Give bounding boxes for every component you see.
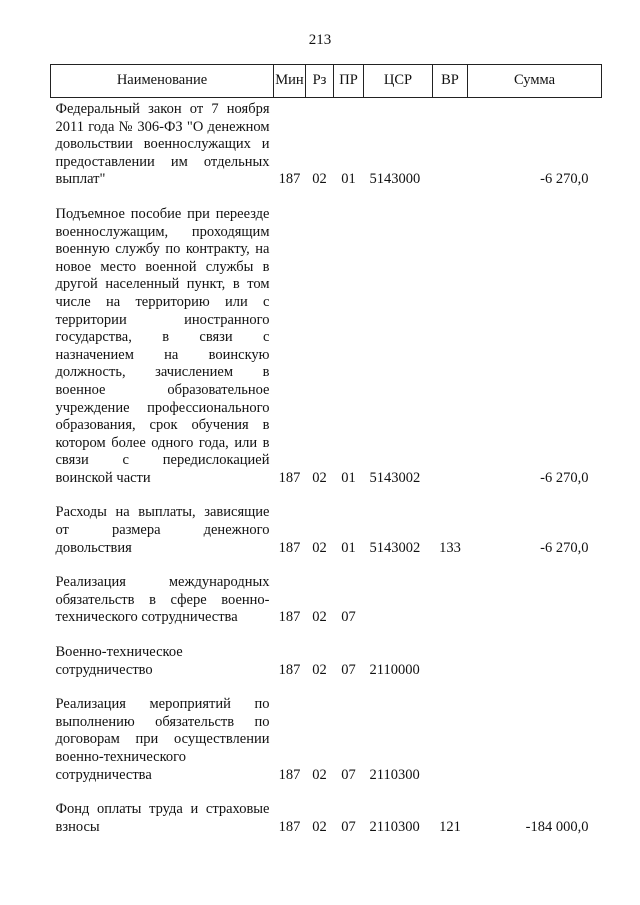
table-row [51,190,602,489]
header-rz: Рз [306,65,334,98]
table-row [51,785,602,837]
row-name: Фонд оплаты труда и страховые взносы [55,801,270,835]
row-vr: 133 [439,539,461,556]
row-csr: 5143000 [369,171,421,188]
table-header [51,65,602,98]
row-name: Федеральный закон от 7 ноября 2011 года № 306-ФЗ "О денежном довольствии военнослужащих и предоставлении им отдельных выплат" [55,101,270,188]
row-name: Подъемное пособие при переезде военнослужащим, проходящим военную службу по контракту, на новое место военной службы в другой населенный пункт, в том числе на территорию или с территории иностранного государства, в связи с назначением на воинскую должность, зачислением в военное образовательное учреждение профессионального образования, срок обучения в котором более одного года, или в связи с передислокацией воинской части [55,205,270,486]
header-row [51,65,602,98]
row-pr: 01 [341,539,356,556]
header-sum: Сумма [468,65,602,98]
row-sum: -6 270,0 [540,539,589,556]
table-row [51,558,602,628]
row-sum: -6 270,0 [540,469,589,486]
header-csr: ЦСР [364,65,433,98]
row-vr: 121 [439,818,461,835]
header-name: Наименование [51,65,274,98]
row-name: Реализация международных обязательств в сфере военно-технического сотрудничества [55,574,270,626]
header-min: Мин [274,65,306,98]
row-pr: 01 [341,469,356,486]
budget-table [50,64,602,837]
row-min: 187 [278,609,301,626]
table-row [51,628,602,680]
row-vr [433,98,468,190]
row-pr: 07 [341,818,356,835]
row-rz: 02 [312,661,327,678]
table-row [51,98,602,190]
table-row [51,680,602,785]
row-min: 187 [278,539,301,556]
row-name: Реализация мероприятий по выполнению обязательств по договорам при осуществлении военно-технического сотрудничества [55,696,270,783]
row-min: 187 [278,818,301,835]
page-number: 213 [308,32,332,48]
row-pr: 01 [341,171,356,188]
row-rz: 02 [312,818,327,835]
row-name: Расходы на выплаты, зависящие от размера денежного довольствия [55,504,270,556]
row-pr: 07 [341,609,356,626]
row-csr: 5143002 [369,469,421,486]
row-csr: 5143002 [369,539,421,556]
table-row [51,488,602,558]
row-name: Военно-техническое сотрудничество [55,644,183,678]
row-pr: 07 [341,661,356,678]
row-csr: 2110000 [369,661,420,678]
header-vr: ВР [433,65,468,98]
row-rz: 02 [312,766,327,783]
row-sum: -184 000,0 [525,818,589,835]
row-rz: 02 [312,171,327,188]
row-sum: -6 270,0 [540,171,589,188]
row-rz: 02 [312,539,327,556]
row-csr: 2110300 [369,818,420,835]
row-sum [468,680,602,785]
row-vr [433,680,468,785]
table-body [51,98,602,838]
row-vr [433,190,468,489]
row-sum [468,628,602,680]
row-sum [468,558,602,628]
row-min: 187 [278,766,301,783]
row-rz: 02 [312,609,327,626]
row-rz: 02 [312,469,327,486]
row-vr [433,628,468,680]
row-csr: 2110300 [369,766,420,783]
row-min: 187 [278,171,301,188]
row-pr: 07 [341,766,356,783]
header-pr: ПР [334,65,364,98]
row-min: 187 [278,661,301,678]
row-vr [433,558,468,628]
row-min: 187 [278,469,301,486]
row-csr [364,558,433,628]
